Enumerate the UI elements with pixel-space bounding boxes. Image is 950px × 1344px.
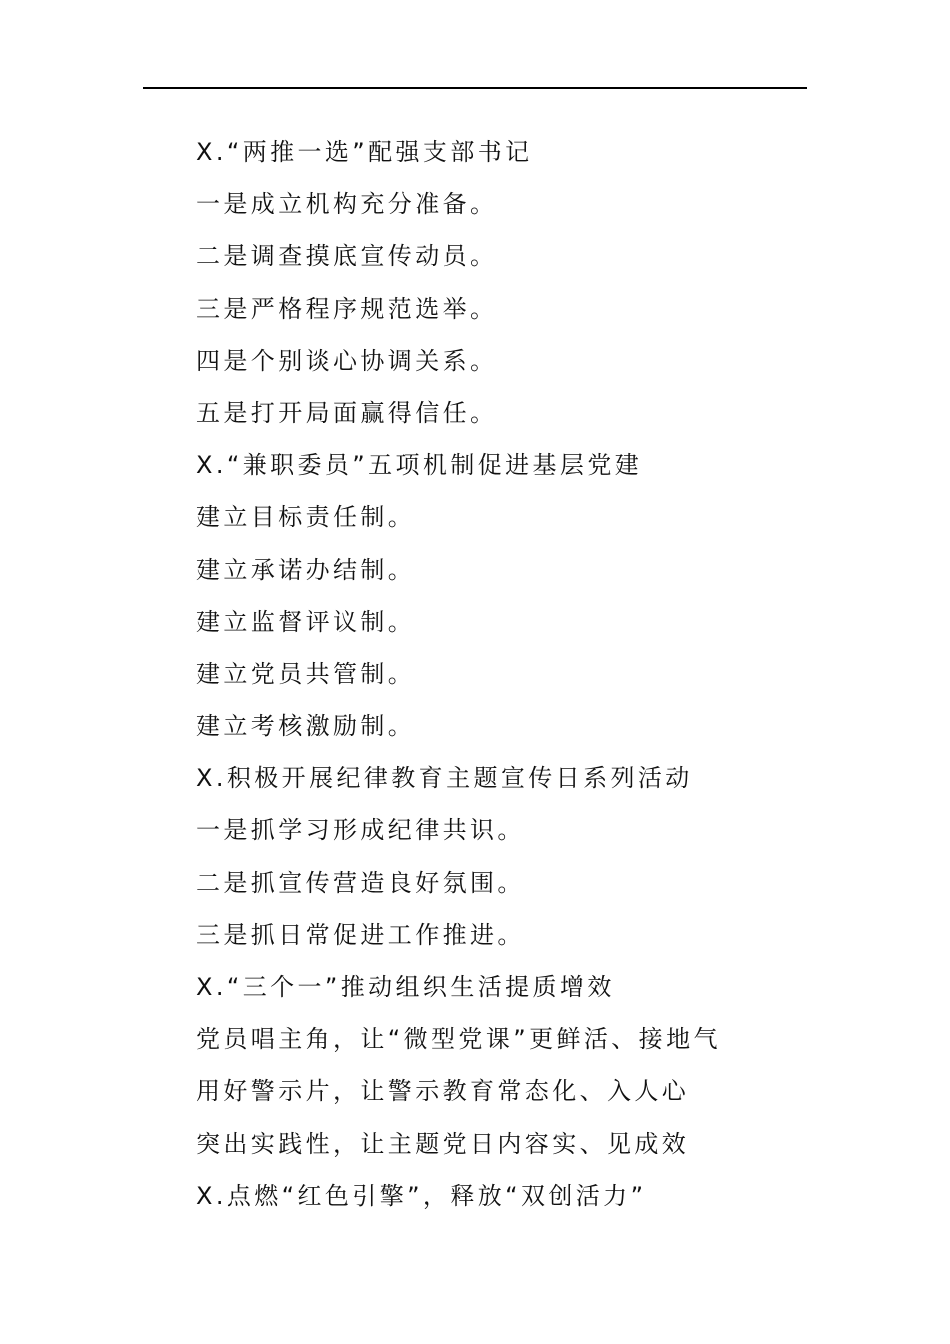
section-heading: X.“兼职委员”五项机制促进基层党建	[196, 451, 643, 480]
list-item: 四是个别谈心协调关系。	[196, 346, 498, 375]
list-item: 突出实践性，让主题党日内容实、见成效	[196, 1129, 690, 1158]
section-heading: X.“两推一选”配强支部书记	[196, 138, 533, 166]
header-rule	[143, 87, 807, 89]
list-item: 三是严格程序规范选举。	[196, 294, 498, 323]
list-item: 党员唱主角，让“微型党课”更鲜活、接地气	[196, 1025, 721, 1054]
list-item: 建立考核激励制。	[196, 712, 416, 741]
list-item: 建立承诺办结制。	[196, 555, 416, 584]
document-body	[196, 132, 816, 1228]
list-item: 二是调查摸底宣传动员。	[196, 242, 498, 271]
section-heading: X.积极开展纪律教育主题宣传日系列活动	[196, 764, 693, 793]
list-item: 二是抓宣传营造良好氛围。	[196, 868, 525, 897]
section-heading: X.点燃“红色引擎”，释放“双创活力”	[196, 1181, 647, 1210]
list-item: 三是抓日常促进工作推进。	[196, 920, 525, 949]
list-item: 一是抓学习形成纪律共识。	[196, 816, 525, 845]
list-item: 用好警示片，让警示教育常态化、入人心	[196, 1077, 690, 1106]
list-item: 一是成立机构充分准备。	[196, 190, 498, 219]
list-item: 建立目标责任制。	[196, 503, 416, 532]
section-heading: X.“三个一”推动组织生活提质增效	[196, 973, 615, 1001]
list-item: 建立监督评议制。	[196, 607, 416, 636]
list-item: 五是打开局面赢得信任。	[196, 398, 498, 427]
list-item: 建立党员共管制。	[196, 659, 416, 688]
